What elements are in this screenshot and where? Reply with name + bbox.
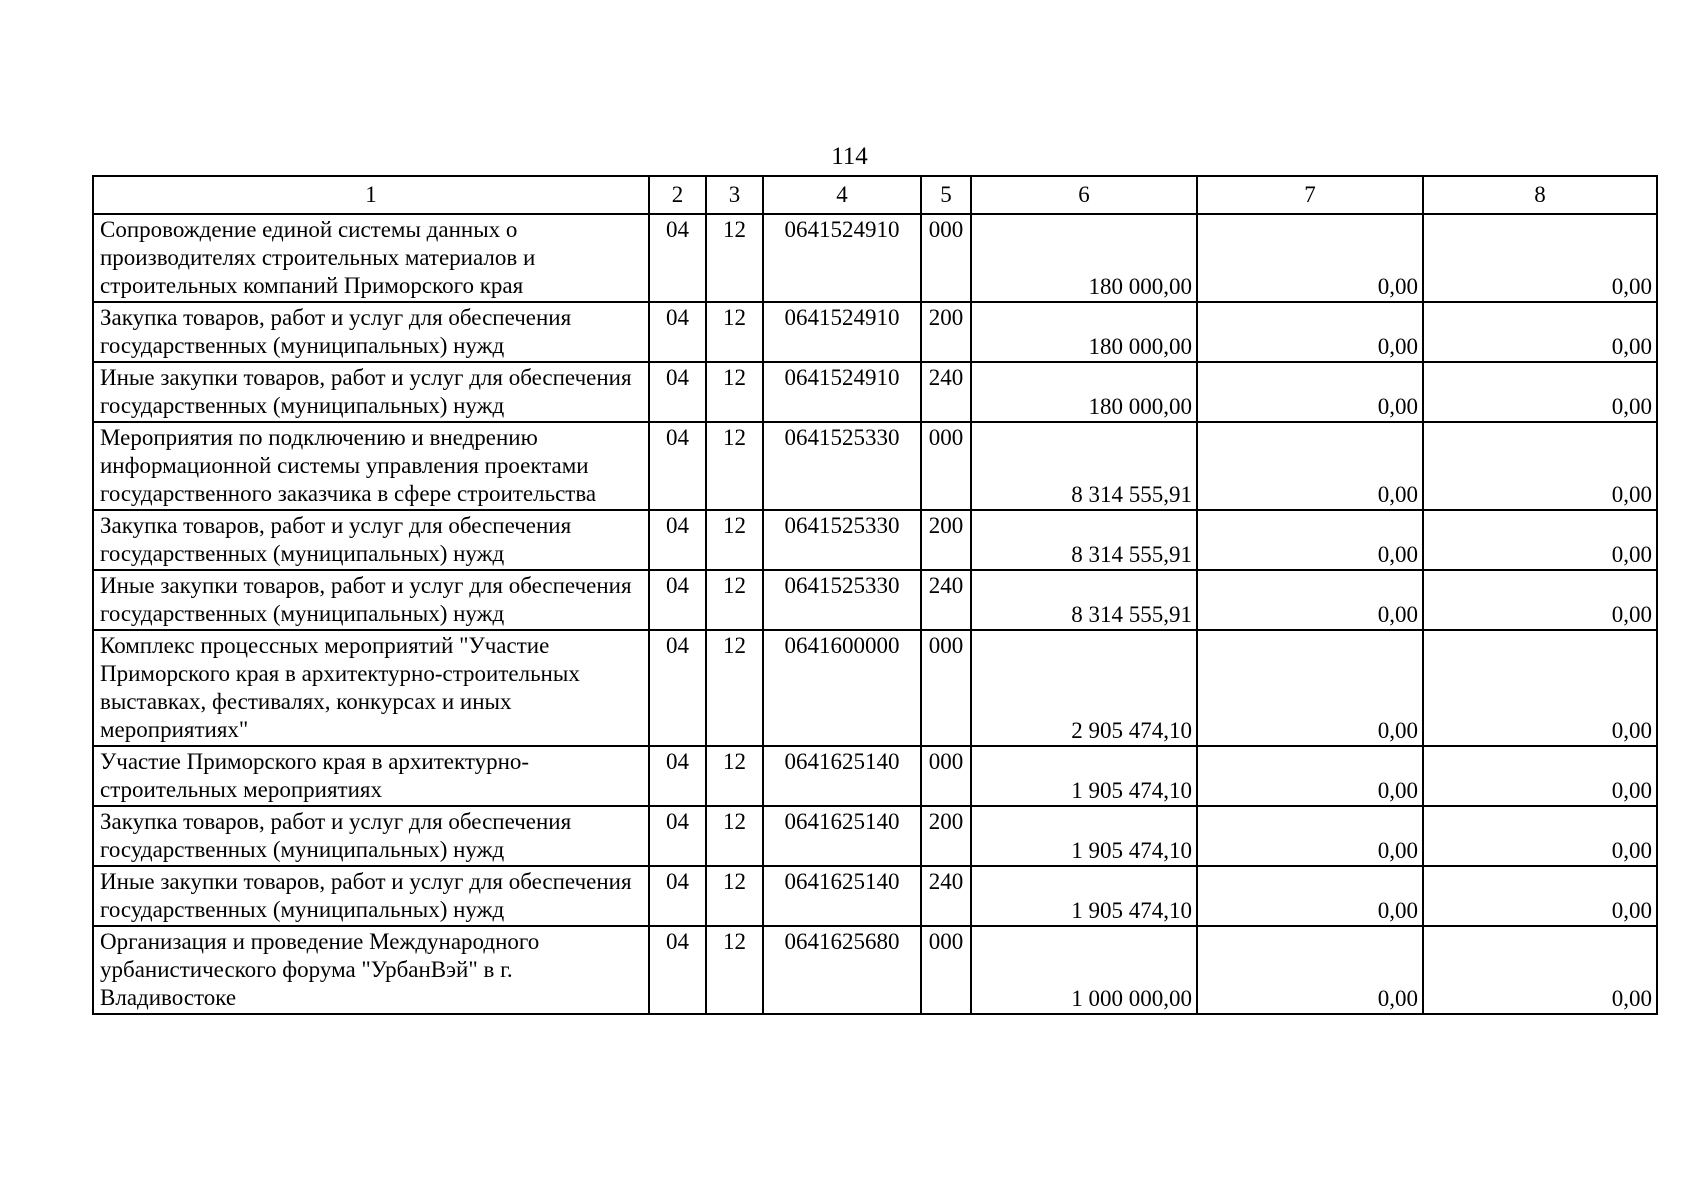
subsection-code: 12 (706, 630, 763, 746)
subsection-code: 12 (706, 422, 763, 510)
amount-col-6: 180 000,00 (971, 214, 1197, 302)
amount-col-7: 0,00 (1197, 746, 1423, 806)
subsection-code: 12 (706, 302, 763, 362)
expense-type-code: 200 (921, 806, 971, 866)
subsection-code: 12 (706, 510, 763, 570)
target-article-code: 0641625140 (763, 746, 921, 806)
expense-name: Иные закупки товаров, работ и услуг для обеспечения государственных (муниципальных) нужд (93, 866, 649, 926)
amount-col-7: 0,00 (1197, 866, 1423, 926)
amount-col-6: 8 314 555,91 (971, 570, 1197, 630)
section-code: 04 (649, 214, 706, 302)
expense-name: Закупка товаров, работ и услуг для обеспечения государственных (муниципальных) нужд (93, 510, 649, 570)
expense-type-code: 000 (921, 926, 971, 1014)
subsection-code: 12 (706, 214, 763, 302)
amount-col-6: 180 000,00 (971, 362, 1197, 422)
amount-col-8: 0,00 (1423, 866, 1657, 926)
column-header-6: 6 (971, 176, 1197, 214)
subsection-code: 12 (706, 926, 763, 1014)
amount-col-8: 0,00 (1423, 570, 1657, 630)
target-article-code: 0641524910 (763, 214, 921, 302)
section-code: 04 (649, 570, 706, 630)
expense-name: Закупка товаров, работ и услуг для обеспечения государственных (муниципальных) нужд (93, 302, 649, 362)
amount-col-8: 0,00 (1423, 362, 1657, 422)
column-header-4: 4 (763, 176, 921, 214)
column-header-1: 1 (93, 176, 649, 214)
table-row (93, 570, 1657, 630)
column-header-5: 5 (921, 176, 971, 214)
amount-col-6: 8 314 555,91 (971, 422, 1197, 510)
section-code: 04 (649, 422, 706, 510)
table-row (93, 630, 1657, 746)
amount-col-7: 0,00 (1197, 630, 1423, 746)
amount-col-6: 1 905 474,10 (971, 866, 1197, 926)
expense-type-code: 000 (921, 746, 971, 806)
section-code: 04 (649, 630, 706, 746)
amount-col-8: 0,00 (1423, 806, 1657, 866)
section-code: 04 (649, 362, 706, 422)
expense-type-code: 240 (921, 362, 971, 422)
budget-table (92, 175, 1658, 1015)
column-header-3: 3 (706, 176, 763, 214)
amount-col-6: 1 905 474,10 (971, 806, 1197, 866)
table-row (93, 214, 1657, 302)
expense-name: Участие Приморского края в архитектурно-строительных мероприятиях (93, 746, 649, 806)
amount-col-6: 1 905 474,10 (971, 746, 1197, 806)
target-article-code: 0641524910 (763, 362, 921, 422)
target-article-code: 0641625140 (763, 866, 921, 926)
amount-col-7: 0,00 (1197, 510, 1423, 570)
expense-type-code: 000 (921, 630, 971, 746)
target-article-code: 0641524910 (763, 302, 921, 362)
target-article-code: 0641525330 (763, 510, 921, 570)
target-article-code: 0641625680 (763, 926, 921, 1014)
expense-type-code: 000 (921, 422, 971, 510)
column-header-8: 8 (1423, 176, 1657, 214)
expense-name: Закупка товаров, работ и услуг для обеспечения государственных (муниципальных) нужд (93, 806, 649, 866)
amount-col-8: 0,00 (1423, 422, 1657, 510)
header-row (93, 176, 1657, 214)
section-code: 04 (649, 866, 706, 926)
amount-col-6: 8 314 555,91 (971, 510, 1197, 570)
expense-type-code: 200 (921, 302, 971, 362)
section-code: 04 (649, 302, 706, 362)
amount-col-7: 0,00 (1197, 570, 1423, 630)
expense-type-code: 240 (921, 570, 971, 630)
expense-name: Сопровождение единой системы данных о производителях строительных материалов и строительных компаний Приморского края (93, 214, 649, 302)
section-code: 04 (649, 926, 706, 1014)
amount-col-8: 0,00 (1423, 510, 1657, 570)
amount-col-7: 0,00 (1197, 214, 1423, 302)
table-row (93, 866, 1657, 926)
expense-type-code: 200 (921, 510, 971, 570)
subsection-code: 12 (706, 362, 763, 422)
amount-col-8: 0,00 (1423, 214, 1657, 302)
subsection-code: 12 (706, 746, 763, 806)
amount-col-7: 0,00 (1197, 926, 1423, 1014)
amount-col-7: 0,00 (1197, 422, 1423, 510)
table-row (93, 510, 1657, 570)
expense-name: Мероприятия по подключению и внедрению информационной системы управления проектами государственного заказчика в сфере строительства (93, 422, 649, 510)
table-row (93, 302, 1657, 362)
target-article-code: 0641625140 (763, 806, 921, 866)
subsection-code: 12 (706, 806, 763, 866)
table-row (93, 926, 1657, 1014)
expense-name: Иные закупки товаров, работ и услуг для обеспечения государственных (муниципальных) нужд (93, 570, 649, 630)
subsection-code: 12 (706, 866, 763, 926)
table-row (93, 422, 1657, 510)
table-row (93, 806, 1657, 866)
section-code: 04 (649, 746, 706, 806)
amount-col-8: 0,00 (1423, 302, 1657, 362)
amount-col-8: 0,00 (1423, 630, 1657, 746)
amount-col-6: 1 000 000,00 (971, 926, 1197, 1014)
expense-name: Организация и проведение Международного урбанистического форума "УрбанВэй" в г. Владивостоке (93, 926, 649, 1014)
expense-type-code: 000 (921, 214, 971, 302)
subsection-code: 12 (706, 570, 763, 630)
target-article-code: 0641525330 (763, 422, 921, 510)
table-row (93, 362, 1657, 422)
amount-col-8: 0,00 (1423, 926, 1657, 1014)
amount-col-6: 2 905 474,10 (971, 630, 1197, 746)
page-number: 114 (831, 143, 868, 170)
section-code: 04 (649, 806, 706, 866)
amount-col-8: 0,00 (1423, 746, 1657, 806)
amount-col-7: 0,00 (1197, 302, 1423, 362)
amount-col-7: 0,00 (1197, 806, 1423, 866)
column-header-2: 2 (649, 176, 706, 214)
target-article-code: 0641525330 (763, 570, 921, 630)
column-header-7: 7 (1197, 176, 1423, 214)
expense-name: Комплекс процессных мероприятий "Участие Приморского края в архитектурно-строительных выставках, фестивалях, конкурсах и иных мероприятиях" (93, 630, 649, 746)
target-article-code: 0641600000 (763, 630, 921, 746)
amount-col-6: 180 000,00 (971, 302, 1197, 362)
section-code: 04 (649, 510, 706, 570)
expense-type-code: 240 (921, 866, 971, 926)
expense-name: Иные закупки товаров, работ и услуг для обеспечения государственных (муниципальных) нужд (93, 362, 649, 422)
table-row (93, 746, 1657, 806)
amount-col-7: 0,00 (1197, 362, 1423, 422)
